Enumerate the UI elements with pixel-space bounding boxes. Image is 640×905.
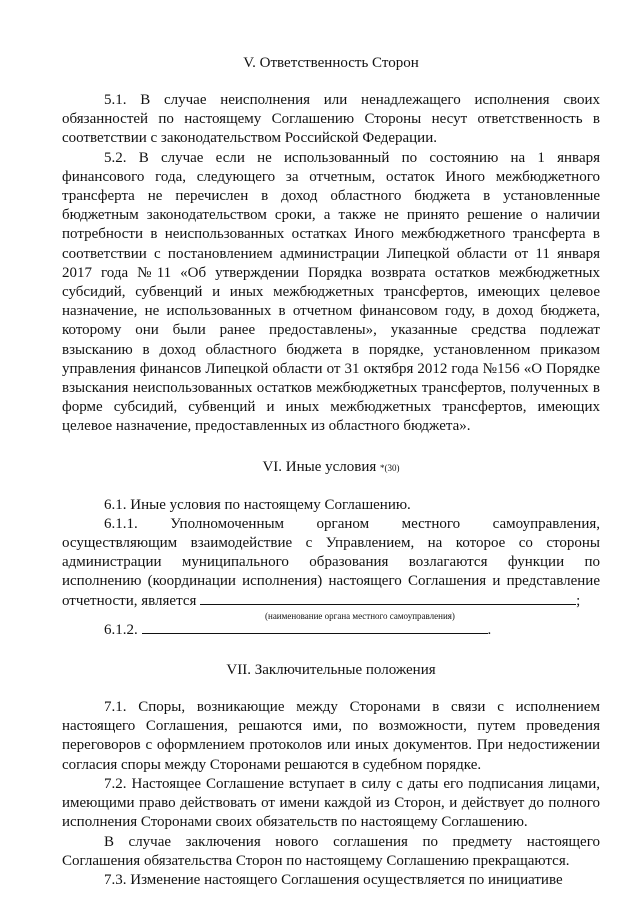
paragraph-6-1-1-end: ;: [576, 592, 581, 609]
section-6-heading: [62, 458, 600, 478]
paragraph-6-1-1: [62, 515, 600, 611]
section-7-heading: VII. Заключительные положения: [226, 662, 436, 679]
paragraph-6-1-2: [62, 621, 600, 640]
footnote-marker: *(30): [380, 462, 400, 473]
paragraph-6-1-2-end: .: [487, 621, 492, 638]
paragraph-7-2: 7.2. Настоящее Соглашение вступает в силу с даты его подписания лицами, имеющими право действовать от имени каждой из Сторон, и действует до полного исполнения Сторонами своих обязательств по настоящему Соглашению.: [62, 775, 600, 831]
paragraph-7-2-cont: В случае заключения нового соглашения по предмету настоящего Соглашения обязательства Сторон по настоящему Соглашению прекращаются.: [62, 833, 600, 869]
section-6-heading-text: VI. Иные условия: [262, 458, 377, 475]
paragraph-7-3: 7.3. Изменение настоящего Соглашения осуществляется по инициативе: [104, 871, 563, 888]
field-caption: (наименование органа местного самоуправления): [265, 610, 455, 621]
paragraph-5-1: 5.1. В случае неисполнения или ненадлежащего исполнения своих обязанностей по настоящему Соглашению Стороны несут ответственность в соответствии с законодательством Российской Федерации.: [62, 92, 600, 147]
section-5-heading: V. Ответственность Сторон: [243, 55, 419, 71]
paragraph-7-1: 7.1. Споры, возникающие между Сторонами в связи с исполнением настоящего Соглашения, решаются ими, по возможности, путем проведения переговоров с оформлением протоколов или иных документов. При недостижении согласия споры между Сторонами решаются в судебном порядке.: [62, 699, 600, 773]
paragraph-6-1-2-label: 6.1.2.: [104, 621, 138, 638]
paragraph-6-1: 6.1. Иные условия по настоящему Соглашению.: [104, 496, 411, 513]
paragraph-5-2: 5.2. В случае если не использованный по состоянию на 1 января финансового года, следующего за отчетным, остаток Иного межбюджетного трансферта не перечислен в доход областного бюджета в установленные бюджетным законодательством сроки, а также не принято решение о наличии потребности в неиспользованных остатках Иного межбюджетного трансферта в соответствии с постановлением администрации Липецкой области от 11 января 2017 года №11 «Об утверждении Порядка возврата остатков межбюджетных субсидий, субвенций и иных межбюджетных трансфертов, имеющих целевое назначение, не использованных в отчетном финансовом году, в доход бюджета, которому они были ранее предоставлены», указанные средства подлежат взысканию в доход областного бюджета в порядке, установленном приказом управления финансов Липецкой области от 31 октября 2012 года №156 «О Порядке взыскания неиспользованных остатков межбюджетных трансфертов, полученных в форме субсидий, субвенций и иных межбюджетных трансфертов, имеющих целевое назначение, предоставленных из областного бюджета».: [62, 149, 600, 435]
blank-line-authority: [200, 592, 576, 605]
blank-line-other: [142, 621, 488, 634]
paragraph-6-1-1-text: 6.1.1. Уполномоченным органом местного самоуправления, осуществляющим взаимодействие с Управлением, на которое со стороны администрации муниципального образования возлагаются функции по исполнению (координации исполнения) настоящего Соглашения и представление отчетности, является: [62, 515, 600, 609]
